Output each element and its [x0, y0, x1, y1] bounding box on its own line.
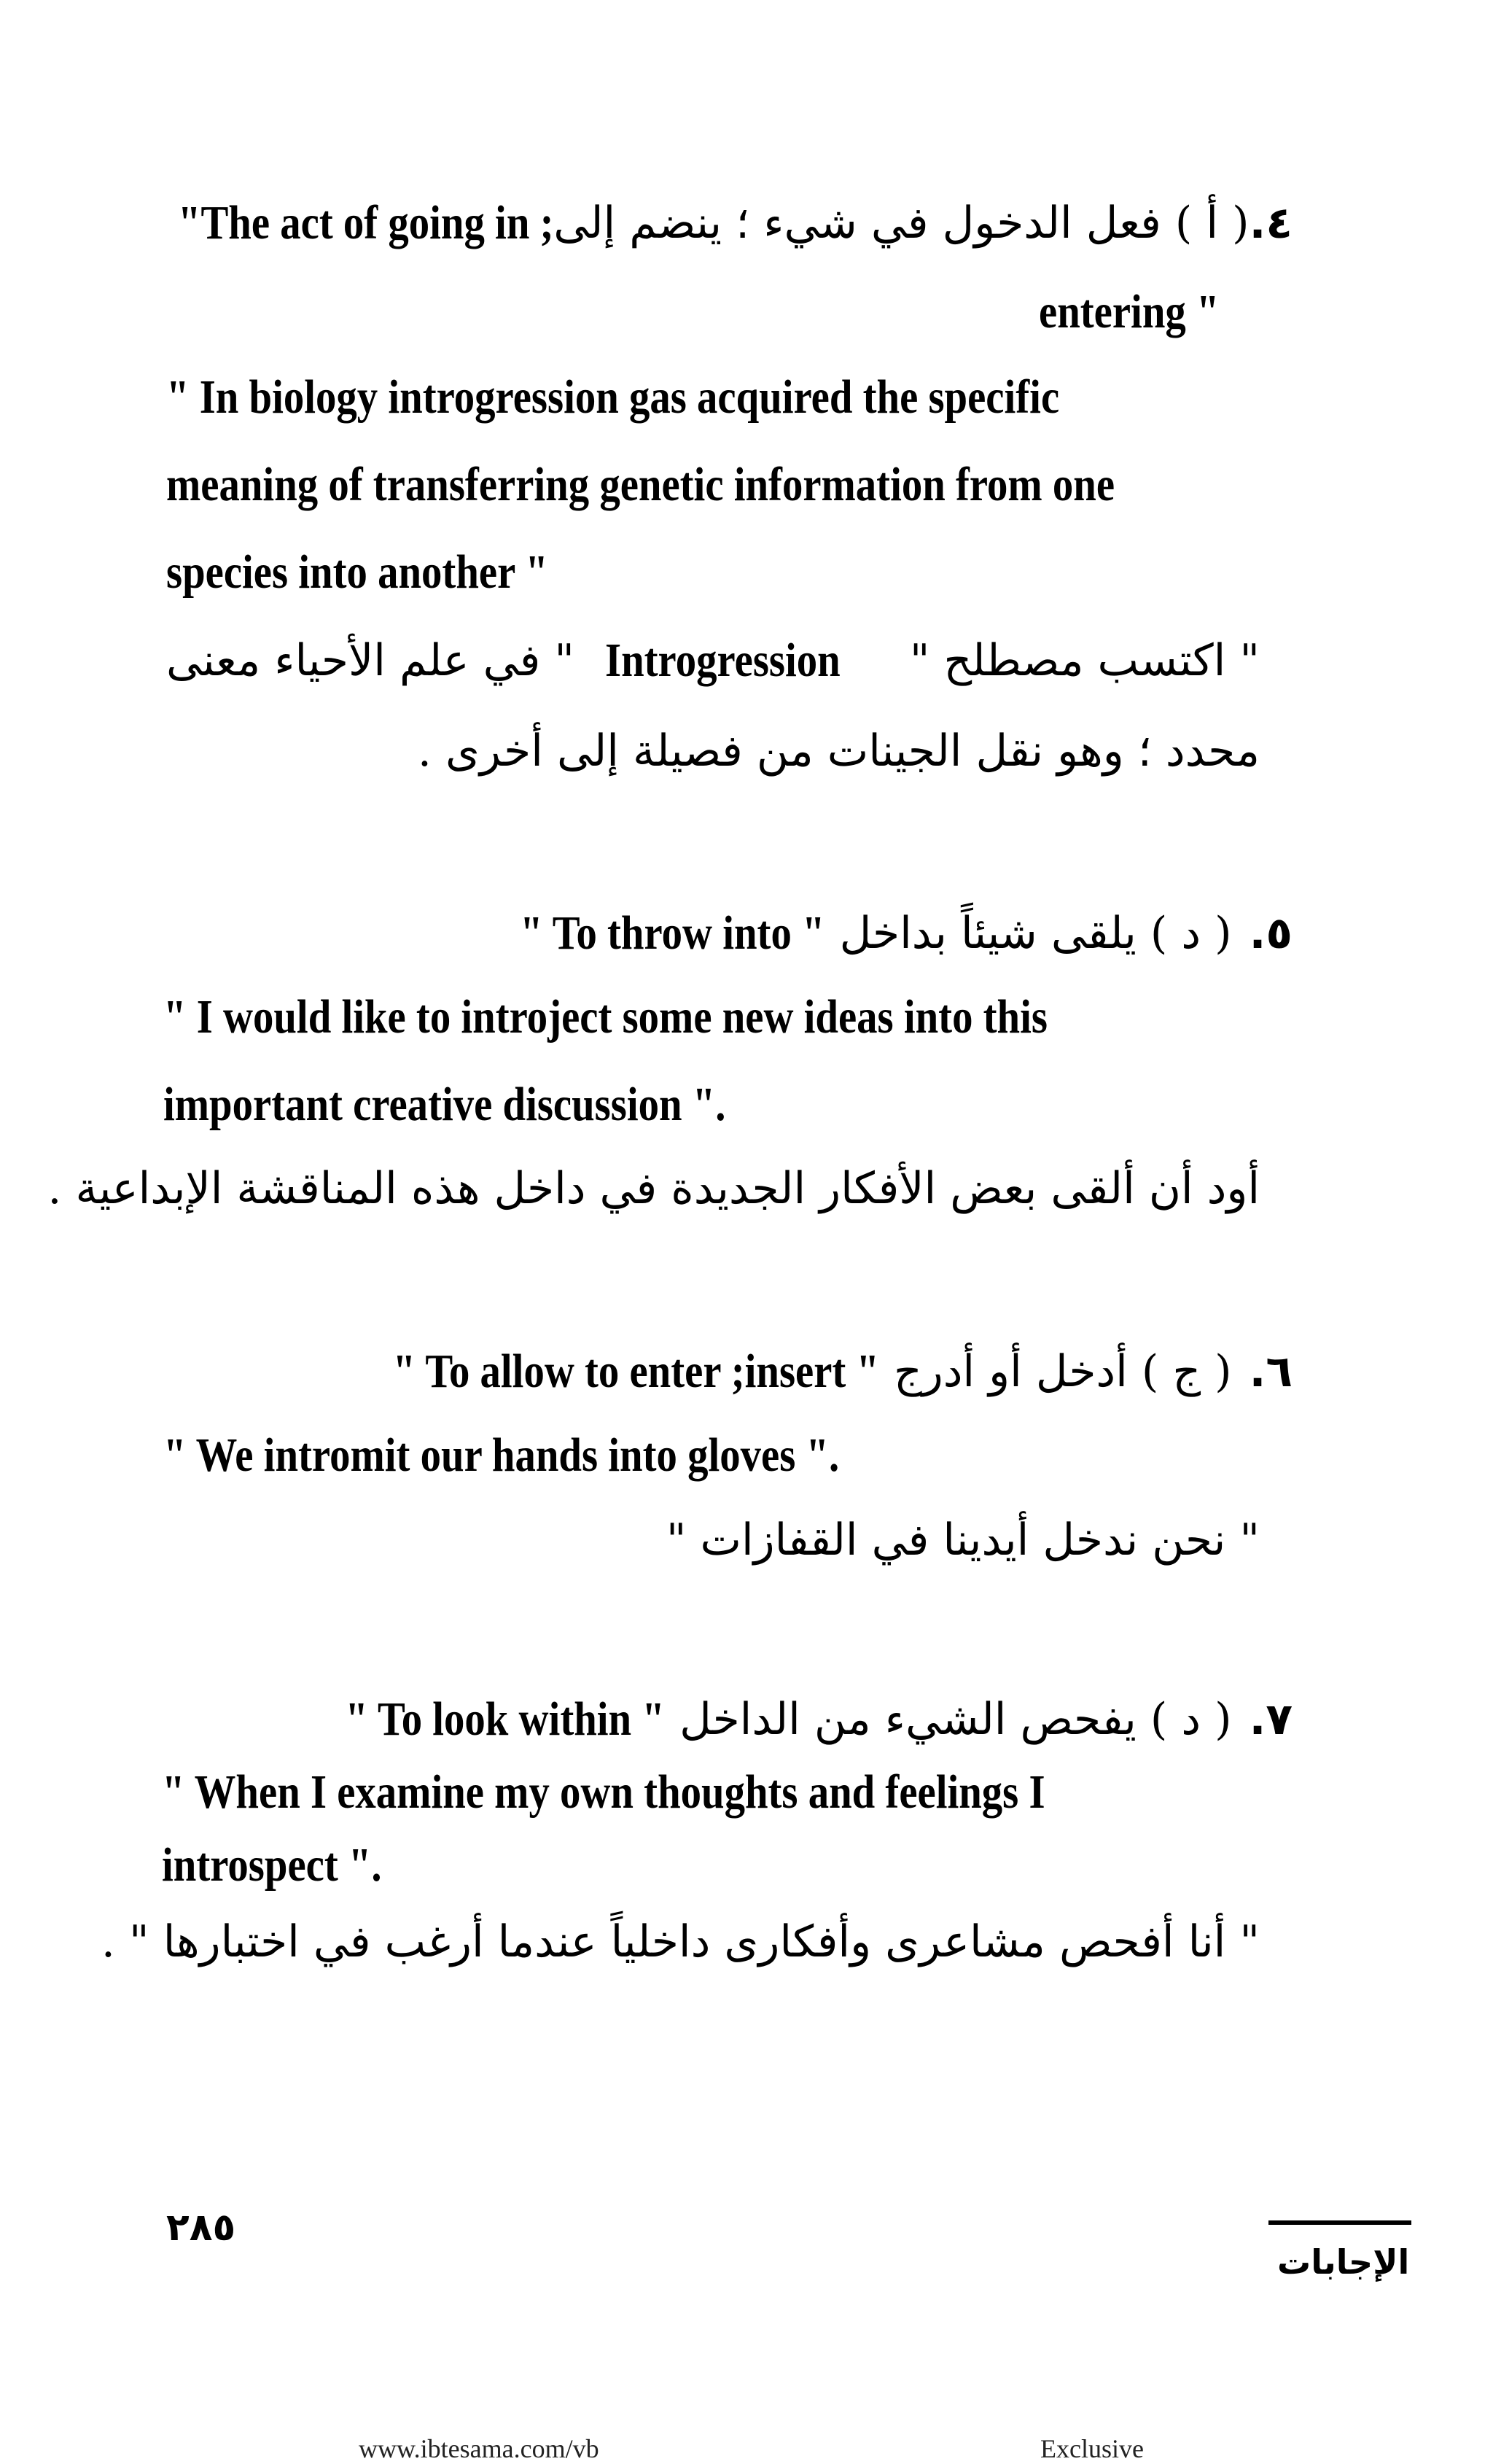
item-4-heading-en-cont: entering ": [1039, 285, 1220, 338]
item-4-translation-end: " في علم الأحياء معنى: [166, 635, 574, 686]
item-5-number: .٥: [1249, 908, 1293, 959]
item-6-heading: [166, 1344, 1293, 1399]
item-4-heading-en: "The act of going in ;: [177, 196, 554, 249]
item-4-example-line-1: " In biology introgression gas acquired the specific: [166, 370, 1060, 424]
item-7-example-line-1: " When I examine my own thoughts and feelings I: [162, 1765, 1045, 1819]
item-4-heading: [166, 195, 1293, 251]
item-6-example-line-1: " We intromit our hands into gloves ".: [163, 1429, 840, 1482]
item-5-heading-ar: ( د ) يلقى شيئاً بداخل: [839, 908, 1232, 959]
item-5-heading: [166, 906, 1293, 961]
item-7-heading-en: " To look within ": [345, 1692, 666, 1746]
item-7-example-line-2: introspect ".: [162, 1838, 382, 1892]
section-label: الإجابات: [1277, 2242, 1410, 2282]
item-4-heading-ar: ( أ ) فعل الدخول في شيء ؛ ينضم إلى: [553, 198, 1250, 249]
item-4-translation-term: Introgression: [605, 634, 841, 687]
item-7-number: .٧: [1249, 1694, 1293, 1745]
page-number: ٢٨٥: [166, 2206, 236, 2250]
item-7-translation: " أنا أفحص مشاعرى وأفكارى داخلياً عندما أرغب في اختبارها " .: [101, 1916, 1260, 1967]
section-rule: [1268, 2220, 1411, 2225]
item-4-number: .٤: [1249, 198, 1293, 249]
item-6-translation: " نحن ندخل أيدينا في القفازات ": [666, 1515, 1260, 1566]
footer-exclusive: Exclusive: [1040, 2434, 1144, 2463]
item-5-translation: أود أن ألقى بعض الأفكار الجديدة في داخل هذه المناقشة الإبداعية .: [47, 1163, 1260, 1214]
item-5-heading-en: " To throw into ": [520, 906, 825, 960]
item-5-example-line-1: " I would like to introject some new ideas into this: [163, 990, 1048, 1043]
item-5-example-line-2: important creative discussion ".: [163, 1078, 726, 1131]
footer-website: www.ibtesama.com/vb: [359, 2434, 599, 2463]
item-6-heading-en: " To allow to enter ;insert ": [392, 1345, 879, 1398]
item-7-heading-ar: ( د ) يفحص الشيء من الداخل: [679, 1694, 1232, 1745]
item-6-heading-ar: ( ج ) أدخل أو أدرج: [894, 1346, 1232, 1397]
item-4-translation-line-1: [166, 633, 1260, 688]
item-4-example-line-2: meaning of transferring genetic information from one: [166, 458, 1115, 511]
item-4-example-line-3: species into another ": [166, 545, 548, 599]
item-4-translation-start: " اكتسب مصطلح ": [909, 635, 1260, 686]
item-4-translation-line-2: محدد ؛ وهو نقل الجينات من فصيلة إلى أخرى .: [417, 726, 1260, 777]
item-6-number: .٦: [1249, 1346, 1293, 1397]
item-7-heading: [166, 1692, 1293, 1747]
